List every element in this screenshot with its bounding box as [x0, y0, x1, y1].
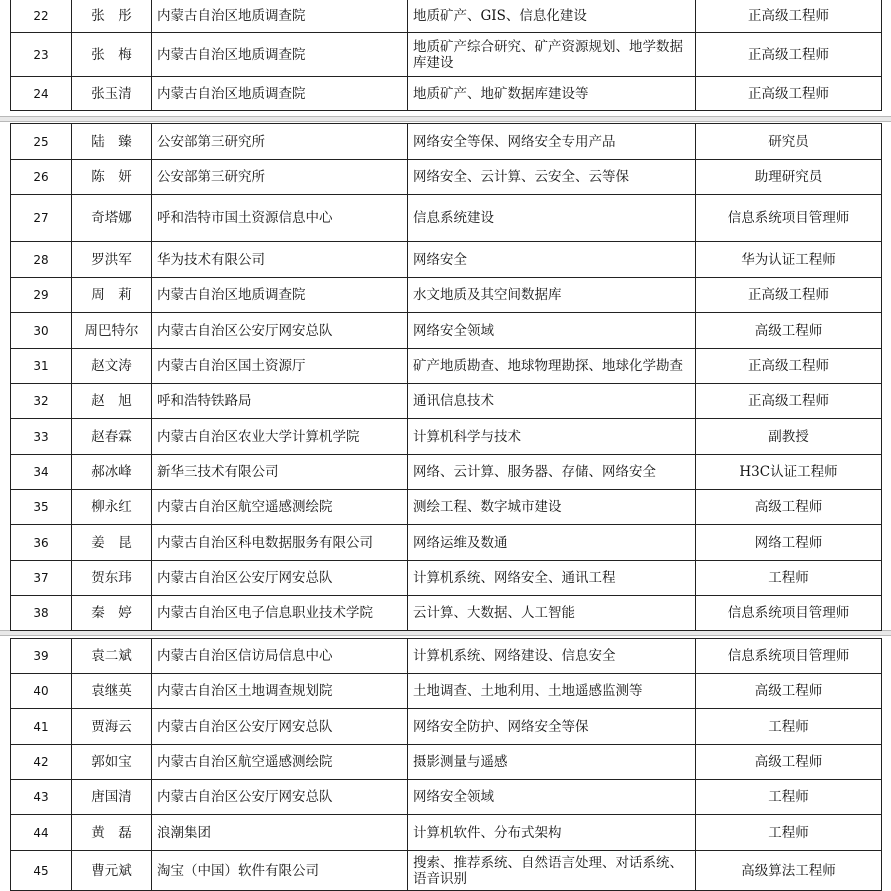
table-row — [11, 77, 882, 111]
row-number: 22 — [11, 0, 72, 33]
row-number: 24 — [11, 77, 72, 111]
professional-title: 研究员 — [696, 124, 882, 160]
row-number: 33 — [11, 419, 72, 455]
expert-table-segment — [10, 638, 882, 891]
professional-title: 正高级工程师 — [696, 349, 882, 384]
expert-name: 黄 磊 — [72, 815, 152, 851]
professional-title: 高级工程师 — [696, 490, 882, 525]
page-break — [0, 116, 891, 122]
expert-name: 袁二斌 — [72, 639, 152, 674]
row-number: 30 — [11, 313, 72, 349]
expert-name: 周巴特尔 — [72, 313, 152, 349]
expert-name: 奇塔娜 — [72, 195, 152, 242]
table-row — [11, 851, 882, 891]
expertise-field: 信息系统建设 — [408, 195, 696, 242]
expertise-field: 云计算、大数据、人工智能 — [408, 596, 696, 631]
expertise-field: 计算机系统、网络建设、信息安全 — [408, 639, 696, 674]
table-row — [11, 561, 882, 596]
row-number: 38 — [11, 596, 72, 631]
expert-name: 陆 臻 — [72, 124, 152, 160]
organization: 内蒙古自治区公安厅网安总队 — [152, 780, 408, 815]
table-row — [11, 674, 882, 709]
table-row — [11, 0, 882, 33]
expert-table-segment — [10, 123, 882, 631]
row-number: 41 — [11, 709, 72, 745]
professional-title: 工程师 — [696, 561, 882, 596]
table-row — [11, 455, 882, 490]
row-number: 43 — [11, 780, 72, 815]
row-number: 32 — [11, 384, 72, 419]
row-number: 23 — [11, 33, 72, 77]
row-number: 34 — [11, 455, 72, 490]
professional-title: 正高级工程师 — [696, 77, 882, 111]
row-number: 39 — [11, 639, 72, 674]
expertise-field: 网络安全领域 — [408, 780, 696, 815]
professional-title: 工程师 — [696, 780, 882, 815]
row-number: 28 — [11, 242, 72, 278]
expertise-field: 地质矿产综合研究、矿产资源规划、地学数据库建设 — [408, 33, 696, 77]
organization: 华为技术有限公司 — [152, 242, 408, 278]
professional-title: 工程师 — [696, 815, 882, 851]
professional-title: 工程师 — [696, 709, 882, 745]
row-number: 42 — [11, 745, 72, 780]
row-number: 37 — [11, 561, 72, 596]
row-number: 29 — [11, 278, 72, 313]
expertise-field: 摄影测量与遥感 — [408, 745, 696, 780]
expert-name: 张 彤 — [72, 0, 152, 33]
professional-title: 信息系统项目管理师 — [696, 639, 882, 674]
expertise-field: 网络、云计算、服务器、存储、网络安全 — [408, 455, 696, 490]
table-row — [11, 780, 882, 815]
expert-table-segment — [10, 0, 882, 111]
expertise-field: 地质矿产、GIS、信息化建设 — [408, 0, 696, 33]
expertise-field: 网络安全 — [408, 242, 696, 278]
organization: 新华三技术有限公司 — [152, 455, 408, 490]
organization: 内蒙古自治区科电数据服务有限公司 — [152, 525, 408, 561]
professional-title: 华为认证工程师 — [696, 242, 882, 278]
table-row — [11, 242, 882, 278]
professional-title: 正高级工程师 — [696, 33, 882, 77]
expert-name: 贾海云 — [72, 709, 152, 745]
expertise-field: 地质矿产、地矿数据库建设等 — [408, 77, 696, 111]
row-number: 27 — [11, 195, 72, 242]
expertise-field: 土地调查、土地利用、土地遥感监测等 — [408, 674, 696, 709]
expert-name: 唐国清 — [72, 780, 152, 815]
table-row — [11, 124, 882, 160]
row-number: 36 — [11, 525, 72, 561]
table-row — [11, 639, 882, 674]
organization: 内蒙古自治区土地调查规划院 — [152, 674, 408, 709]
table-row — [11, 745, 882, 780]
expertise-field: 网络运维及数通 — [408, 525, 696, 561]
expert-name: 周 莉 — [72, 278, 152, 313]
expert-name: 陈 妍 — [72, 160, 152, 195]
expertise-field: 网络安全领域 — [408, 313, 696, 349]
expert-name: 贺东玮 — [72, 561, 152, 596]
expert-name: 张 梅 — [72, 33, 152, 77]
table-row — [11, 419, 882, 455]
organization: 内蒙古自治区国土资源厅 — [152, 349, 408, 384]
expert-name: 秦 婷 — [72, 596, 152, 631]
expertise-field: 搜索、推荐系统、自然语言处理、对话系统、语音识别 — [408, 851, 696, 891]
professional-title: 正高级工程师 — [696, 384, 882, 419]
professional-title: 助理研究员 — [696, 160, 882, 195]
table-row — [11, 33, 882, 77]
organization: 内蒙古自治区航空遥感测绘院 — [152, 745, 408, 780]
organization: 内蒙古自治区公安厅网安总队 — [152, 561, 408, 596]
professional-title: 信息系统项目管理师 — [696, 195, 882, 242]
expertise-field: 计算机软件、分布式架构 — [408, 815, 696, 851]
table-row — [11, 596, 882, 631]
expert-name: 张玉清 — [72, 77, 152, 111]
professional-title: 网络工程师 — [696, 525, 882, 561]
professional-title: 副教授 — [696, 419, 882, 455]
professional-title: 高级算法工程师 — [696, 851, 882, 891]
expert-name: 赵 旭 — [72, 384, 152, 419]
organization: 内蒙古自治区信访局信息中心 — [152, 639, 408, 674]
expertise-field: 网络安全等保、网络安全专用产品 — [408, 124, 696, 160]
row-number: 26 — [11, 160, 72, 195]
expertise-field: 水文地质及其空间数据库 — [408, 278, 696, 313]
expertise-field: 网络安全防护、网络安全等保 — [408, 709, 696, 745]
organization: 内蒙古自治区地质调查院 — [152, 77, 408, 111]
organization: 呼和浩特铁路局 — [152, 384, 408, 419]
expertise-field: 测绘工程、数字城市建设 — [408, 490, 696, 525]
organization: 内蒙古自治区公安厅网安总队 — [152, 313, 408, 349]
organization: 公安部第三研究所 — [152, 124, 408, 160]
row-number: 25 — [11, 124, 72, 160]
expertise-field: 矿产地质勘查、地球物理勘探、地球化学勘查 — [408, 349, 696, 384]
organization: 内蒙古自治区地质调查院 — [152, 33, 408, 77]
expertise-field: 网络安全、云计算、云安全、云等保 — [408, 160, 696, 195]
table-row — [11, 349, 882, 384]
professional-title: 高级工程师 — [696, 674, 882, 709]
organization: 公安部第三研究所 — [152, 160, 408, 195]
organization: 内蒙古自治区农业大学计算机学院 — [152, 419, 408, 455]
row-number: 31 — [11, 349, 72, 384]
expert-name: 姜 昆 — [72, 525, 152, 561]
table-row — [11, 160, 882, 195]
organization: 内蒙古自治区公安厅网安总队 — [152, 709, 408, 745]
expert-name: 赵文涛 — [72, 349, 152, 384]
organization: 内蒙古自治区地质调查院 — [152, 278, 408, 313]
professional-title: 信息系统项目管理师 — [696, 596, 882, 631]
row-number: 40 — [11, 674, 72, 709]
professional-title: 正高级工程师 — [696, 0, 882, 33]
organization: 内蒙古自治区地质调查院 — [152, 0, 408, 33]
table-row — [11, 525, 882, 561]
organization: 浪潮集团 — [152, 815, 408, 851]
expert-name: 赵春霖 — [72, 419, 152, 455]
expert-name: 罗洪军 — [72, 242, 152, 278]
row-number: 35 — [11, 490, 72, 525]
expertise-field: 计算机科学与技术 — [408, 419, 696, 455]
table-row — [11, 384, 882, 419]
organization: 淘宝（中国）软件有限公司 — [152, 851, 408, 891]
table-row — [11, 490, 882, 525]
expertise-field: 计算机系统、网络安全、通讯工程 — [408, 561, 696, 596]
expert-name: 袁继英 — [72, 674, 152, 709]
expertise-field: 通讯信息技术 — [408, 384, 696, 419]
professional-title: 正高级工程师 — [696, 278, 882, 313]
row-number: 45 — [11, 851, 72, 891]
expert-name: 郭如宝 — [72, 745, 152, 780]
table-row — [11, 195, 882, 242]
table-row — [11, 313, 882, 349]
expert-name: 郝冰峰 — [72, 455, 152, 490]
table-row — [11, 709, 882, 745]
professional-title: H3C认证工程师 — [696, 455, 882, 490]
organization: 内蒙古自治区航空遥感测绘院 — [152, 490, 408, 525]
table-row — [11, 815, 882, 851]
table-row — [11, 278, 882, 313]
professional-title: 高级工程师 — [696, 313, 882, 349]
organization: 内蒙古自治区电子信息职业技术学院 — [152, 596, 408, 631]
organization: 呼和浩特市国土资源信息中心 — [152, 195, 408, 242]
expert-name: 柳永红 — [72, 490, 152, 525]
expert-name: 曹元斌 — [72, 851, 152, 891]
row-number: 44 — [11, 815, 72, 851]
professional-title: 高级工程师 — [696, 745, 882, 780]
